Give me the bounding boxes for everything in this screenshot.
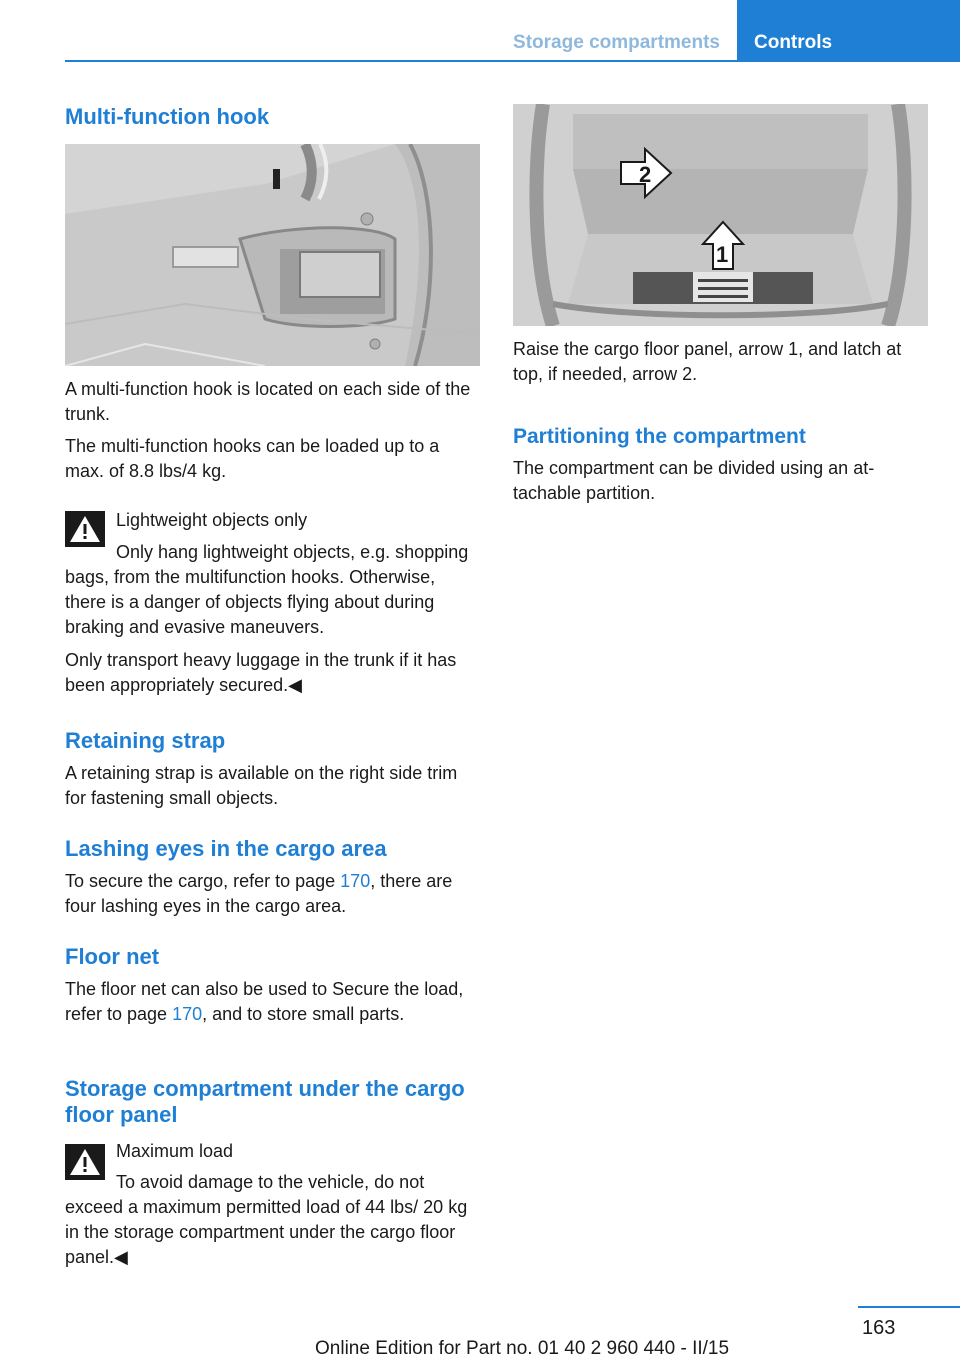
lashing-page-link[interactable]: 170 <box>340 871 371 891</box>
hook-paragraph-2: The multi-function hooks can be loaded up to a max. of 8.8 lbs/4 kg. <box>65 436 440 481</box>
storage-compartment-heading: Storage compartment under the cargo floor panel <box>65 1076 465 1127</box>
page-header <box>0 0 960 62</box>
cargo-floor-illustration <box>513 104 928 326</box>
lashing-eyes-text <box>65 869 480 919</box>
partitioning-heading: Partitioning the compartment <box>513 425 806 448</box>
lashing-eyes-heading: Lashing eyes in the cargo area <box>65 836 387 861</box>
floor-net-text-end: , and to store small parts. <box>202 1004 405 1024</box>
retaining-strap-text: A retaining strap is available on the right side trim for fastening small objects. <box>65 763 458 808</box>
floor-net-page-link[interactable]: 170 <box>172 1004 203 1024</box>
warning-heavy-luggage-text: Only transport heavy luggage in the trunk if it has been appropriately secured.◀ <box>65 650 457 695</box>
arrow-1-label: 1 <box>716 242 729 267</box>
retaining-strap-heading: Retaining strap <box>65 728 226 753</box>
warning-max-load-title: Maximum load <box>116 1141 234 1161</box>
page-footer <box>0 1300 960 1362</box>
warning-max-load-text: To avoid damage to the vehicle, do not exceed a maximum permitted load of 44 lbs/ 20 kg in the storage compartment under the cargo floor panel.◀ <box>65 1172 468 1267</box>
header-section-title: Storage compartments <box>513 32 720 53</box>
cargo-floor-caption: Raise the cargo floor panel, arrow 1, and latch at top, if needed, arrow 2. <box>513 339 902 384</box>
footer-rule <box>858 1306 960 1308</box>
header-rule <box>65 60 960 62</box>
edition-info: Online Edition for Part no. 01 40 2 960 440 - II/15 <box>315 1338 730 1359</box>
floor-net-heading: Floor net <box>65 944 160 969</box>
multi-function-hook-heading: Multi-function hook <box>65 104 270 129</box>
trunk-hook-drawing <box>65 144 480 366</box>
partitioning-text: The compartment can be divided using an attachable partition. <box>513 458 875 503</box>
trunk-hook-illustration <box>65 144 480 366</box>
floor-net-text-start: The floor net can also be used to Secure the load, refer to page <box>65 979 464 1024</box>
lashing-eyes-text-end: , there are four lashing eyes in the cargo area. <box>65 871 453 916</box>
warning-lightweight-title: Lightweight objects only <box>116 510 308 530</box>
lashing-eyes-text-start: To secure the cargo, refer to page <box>65 871 341 891</box>
page-number: 163 <box>862 1317 896 1339</box>
floor-net-text <box>65 977 480 1027</box>
header-chapter-tab: Controls <box>737 0 960 61</box>
arrow-2-label: 2 <box>639 162 652 187</box>
hook-paragraph-1: A multi-function hook is located on each side of the trunk. <box>65 379 471 424</box>
cargo-floor-drawing <box>513 104 928 326</box>
warning-lightweight-text: Only hang lightweight objects, e.g. shopping bags, from the multifunction hooks. Otherwise, there is a danger of objects flying about during braking and evasive maneuvers. <box>65 542 469 637</box>
